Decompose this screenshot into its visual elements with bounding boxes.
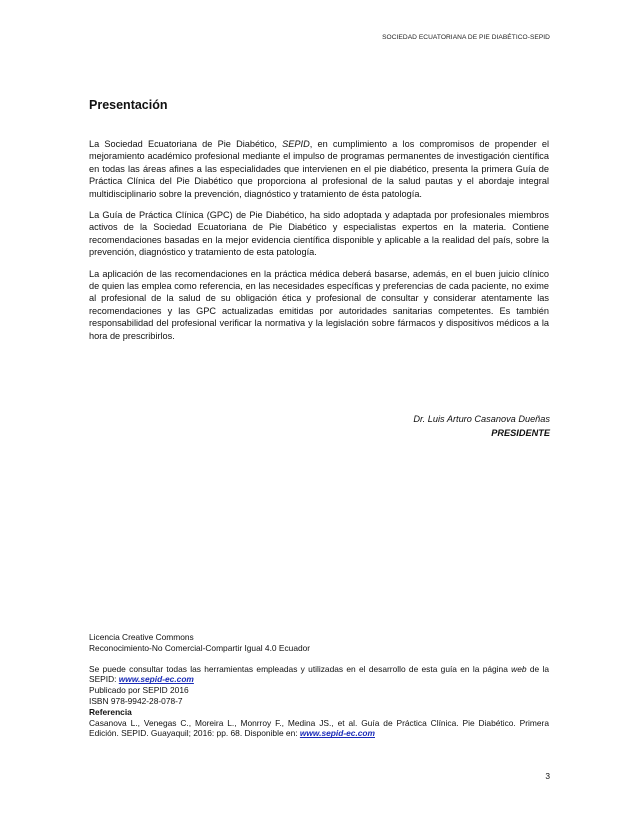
consult-text: Se puede consultar todas las herramientas empleadas y utilizadas en el desarrollo de esta guía en la página (89, 663, 512, 674)
sepid-acronym: SEPID (282, 139, 310, 149)
isbn-line: ISBN 978-9942-28-078-7 (89, 695, 183, 706)
reference-text: Casanova L., Venegas C., Moreira L., Monrroy F., Medina JS., et al. Guía de Práctica Clínica. Pie Diabético. Primera Edición. SEPID. Guayaquil; 2016: pp. 68. Disponible en: (89, 717, 549, 739)
signature-name: Dr. Luis Arturo Casanova Dueñas (413, 414, 550, 424)
footer-block (89, 632, 549, 739)
sepid-website-link[interactable]: www.sepid-ec.com (118, 674, 194, 685)
reference-website-link[interactable]: www.sepid-ec.com (299, 728, 375, 739)
signature-block (413, 412, 550, 440)
consult-text-2: de la SEPID: (89, 663, 549, 685)
paragraph-intro-start: La Sociedad Ecuatoriana de Pie Diabético, (89, 139, 283, 149)
consult-notice (89, 664, 549, 686)
license-name: Reconocimiento-No Comercial-Compartir Igual 4.0 Ecuador (89, 642, 311, 653)
signature-role: PRESIDENTE (491, 428, 550, 438)
paragraph-intro (89, 138, 549, 200)
license-title: Licencia Creative Commons (89, 632, 194, 642)
page-number: 3 (545, 771, 550, 781)
paragraph-intro-rest: , en cumplimiento a los compromisos de propender el mejoramiento académico profesional mediante el impulso de programas permanentes de investigación científica en todas las áreas afines a las especialidades que intervienen en el pie diabético, presenta la primera Guía de Práctica Clínica del Pie Diabético que proporciona al profesional de la salud pautas y el abordaje integral multidisciplinario sobre la prevención, diagnóstico y tratamiento de ésta patología. (89, 139, 550, 199)
section-title: Presentación (89, 98, 168, 112)
footer-spacer (89, 654, 549, 664)
paragraph-gpc: La Guía de Práctica Clínica (GPC) de Pie Diabético, ha sido adoptada y adaptada por profesionales miembros activos de la Sociedad Ecuatoriana de Pie Diabético y especialistas expertos en la materia. Contiene recomendaciones basadas en la mejor evidencia científica disponible y aplicable a la realidad del país, sobre la prevención, diagnóstico y tratamiento de esta patología. (89, 210, 549, 258)
consult-web-word: web (511, 663, 527, 674)
running-header: SOCIEDAD ECUATORIANA DE PIE DIABÉTICO-SEPID (382, 34, 550, 41)
published-line: Publicado por SEPID 2016 (89, 685, 189, 696)
body-text (89, 138, 549, 351)
reference-label: Referencia (89, 706, 132, 717)
reference-citation (89, 718, 549, 740)
paragraph-application: La aplicación de las recomendaciones en la práctica médica deberá basarse, además, en el buen juicio clínico de quien las emplea como referencia, en las necesidades específicas y preferencias de cada paciente, no exime al profesional de la salud de su obligación ética y profesional de consultar y considerar atentamente las recomendaciones y las GPC actualizadas emitidas por autoridades sanitarias competentes. Es también responsabilidad del profesional verificar la normativa y la legislación sobre fármacos y dispositivos médicos a la hora de prescribirlos. (89, 268, 549, 341)
